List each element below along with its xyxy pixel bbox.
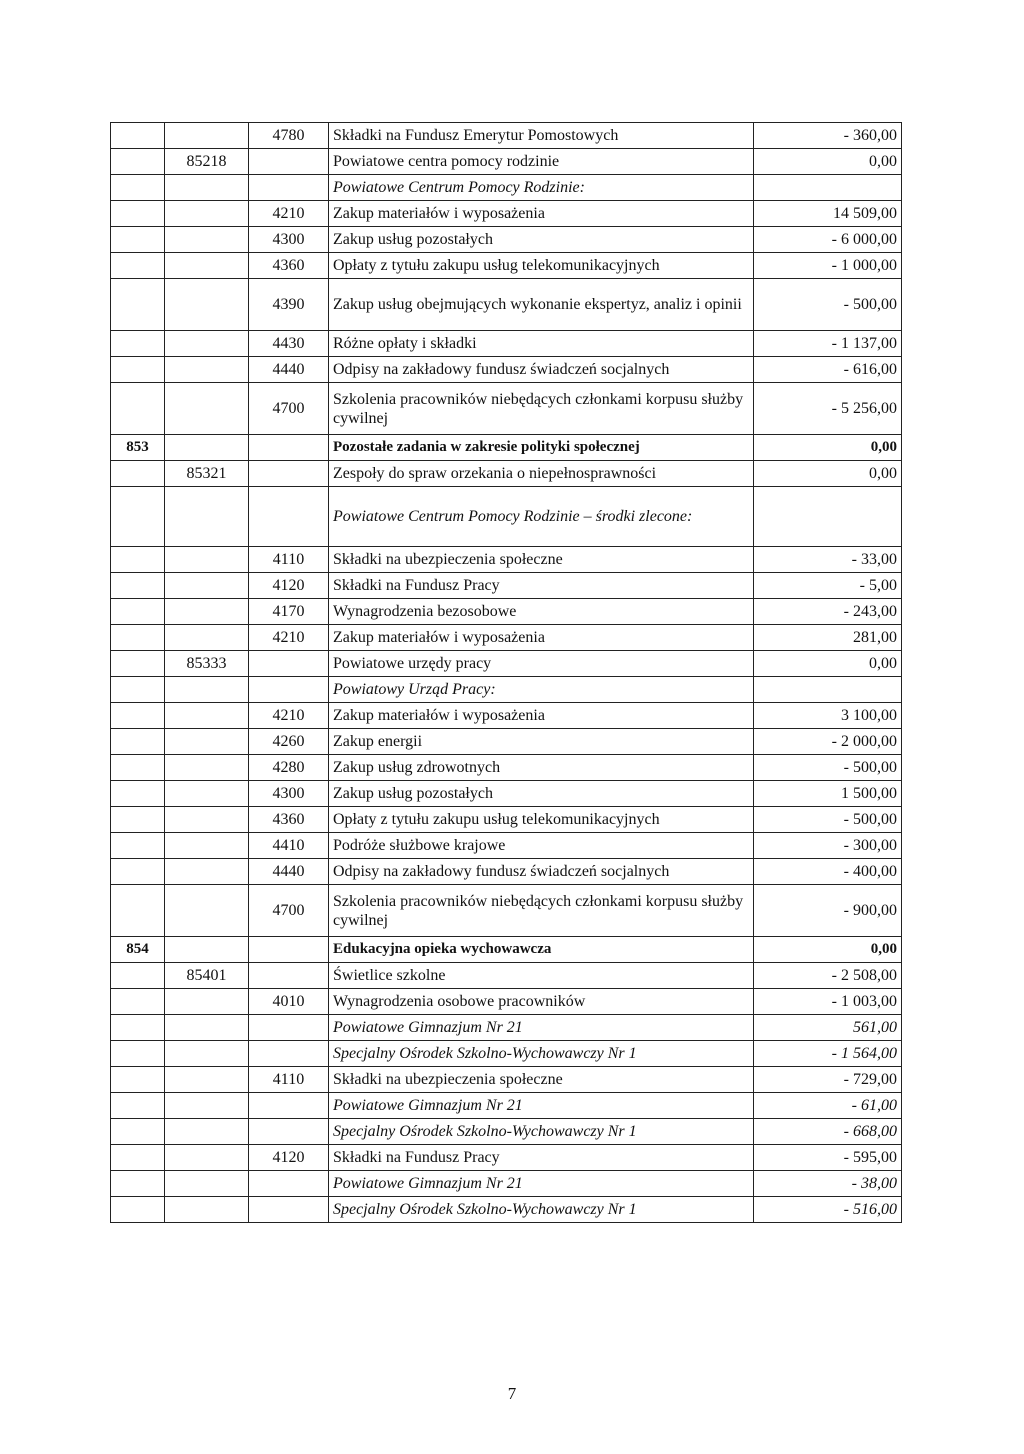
cell-dzial bbox=[111, 833, 165, 859]
cell-paragraf bbox=[249, 175, 329, 201]
cell-paragraf bbox=[249, 435, 329, 461]
cell-kwota: - 595,00 bbox=[754, 1145, 902, 1171]
table-row bbox=[111, 1015, 902, 1041]
cell-dzial bbox=[111, 963, 165, 989]
cell-nazwa: Pozostałe zadania w zakresie polityki społecznej bbox=[329, 435, 754, 461]
cell-kwota: - 6 000,00 bbox=[754, 227, 902, 253]
table-row bbox=[111, 807, 902, 833]
cell-nazwa: Opłaty z tytułu zakupu usług telekomunikacyjnych bbox=[329, 253, 754, 279]
cell-dzial bbox=[111, 885, 165, 937]
cell-nazwa: Powiatowe centra pomocy rodzinie bbox=[329, 149, 754, 175]
cell-rozdzial bbox=[165, 1119, 249, 1145]
cell-rozdzial bbox=[165, 383, 249, 435]
cell-dzial bbox=[111, 1041, 165, 1067]
cell-dzial bbox=[111, 1067, 165, 1093]
cell-nazwa: Wynagrodzenia osobowe pracowników bbox=[329, 989, 754, 1015]
table-row bbox=[111, 461, 902, 487]
cell-rozdzial bbox=[165, 859, 249, 885]
cell-nazwa: Zakup usług zdrowotnych bbox=[329, 755, 754, 781]
cell-paragraf: 4430 bbox=[249, 331, 329, 357]
cell-dzial bbox=[111, 149, 165, 175]
table-row bbox=[111, 487, 902, 547]
cell-rozdzial bbox=[165, 547, 249, 573]
cell-dzial bbox=[111, 487, 165, 547]
cell-nazwa: Odpisy na zakładowy fundusz świadczeń socjalnych bbox=[329, 859, 754, 885]
table-row bbox=[111, 227, 902, 253]
cell-dzial bbox=[111, 357, 165, 383]
table-row bbox=[111, 1119, 902, 1145]
cell-nazwa: Składki na ubezpieczenia społeczne bbox=[329, 547, 754, 573]
cell-kwota: 14 509,00 bbox=[754, 201, 902, 227]
cell-kwota: 561,00 bbox=[754, 1015, 902, 1041]
cell-rozdzial bbox=[165, 1015, 249, 1041]
cell-kwota bbox=[754, 175, 902, 201]
cell-kwota: 0,00 bbox=[754, 149, 902, 175]
cell-rozdzial bbox=[165, 755, 249, 781]
cell-dzial bbox=[111, 123, 165, 149]
table-row-chapter bbox=[111, 937, 902, 963]
cell-paragraf bbox=[249, 1119, 329, 1145]
cell-dzial bbox=[111, 175, 165, 201]
cell-kwota: - 616,00 bbox=[754, 357, 902, 383]
cell-rozdzial bbox=[165, 1067, 249, 1093]
cell-nazwa: Edukacyjna opieka wychowawcza bbox=[329, 937, 754, 963]
cell-dzial bbox=[111, 201, 165, 227]
cell-dzial bbox=[111, 989, 165, 1015]
cell-dzial bbox=[111, 703, 165, 729]
cell-dzial bbox=[111, 1119, 165, 1145]
cell-rozdzial bbox=[165, 989, 249, 1015]
cell-nazwa: Specjalny Ośrodek Szkolno-Wychowawczy Nr 1 bbox=[329, 1197, 754, 1223]
cell-rozdzial bbox=[165, 729, 249, 755]
table-row bbox=[111, 651, 902, 677]
cell-kwota: 0,00 bbox=[754, 461, 902, 487]
cell-rozdzial bbox=[165, 487, 249, 547]
cell-rozdzial bbox=[165, 1093, 249, 1119]
cell-dzial bbox=[111, 1171, 165, 1197]
cell-paragraf: 4120 bbox=[249, 573, 329, 599]
cell-rozdzial bbox=[165, 807, 249, 833]
cell-paragraf: 4700 bbox=[249, 383, 329, 435]
cell-kwota: - 1 003,00 bbox=[754, 989, 902, 1015]
cell-paragraf: 4300 bbox=[249, 781, 329, 807]
cell-dzial bbox=[111, 461, 165, 487]
cell-paragraf bbox=[249, 1015, 329, 1041]
table-row bbox=[111, 755, 902, 781]
table-row bbox=[111, 677, 902, 703]
cell-rozdzial: 85218 bbox=[165, 149, 249, 175]
cell-paragraf: 4010 bbox=[249, 989, 329, 1015]
cell-nazwa: Zakup energii bbox=[329, 729, 754, 755]
table-row bbox=[111, 123, 902, 149]
table-row bbox=[111, 149, 902, 175]
cell-paragraf bbox=[249, 651, 329, 677]
table-row bbox=[111, 1171, 902, 1197]
cell-nazwa: Specjalny Ośrodek Szkolno-Wychowawczy Nr 1 bbox=[329, 1041, 754, 1067]
cell-dzial bbox=[111, 859, 165, 885]
cell-paragraf bbox=[249, 461, 329, 487]
table-row bbox=[111, 1197, 902, 1223]
table-row bbox=[111, 573, 902, 599]
table-row bbox=[111, 599, 902, 625]
cell-nazwa: Odpisy na zakładowy fundusz świadczeń socjalnych bbox=[329, 357, 754, 383]
table-row bbox=[111, 547, 902, 573]
table-row bbox=[111, 885, 902, 937]
table-row bbox=[111, 331, 902, 357]
cell-rozdzial bbox=[165, 1145, 249, 1171]
cell-nazwa: Wynagrodzenia bezosobowe bbox=[329, 599, 754, 625]
table-row bbox=[111, 357, 902, 383]
cell-paragraf: 4300 bbox=[249, 227, 329, 253]
cell-kwota: - 38,00 bbox=[754, 1171, 902, 1197]
cell-nazwa: Składki na Fundusz Pracy bbox=[329, 1145, 754, 1171]
table-row bbox=[111, 729, 902, 755]
cell-kwota: - 500,00 bbox=[754, 807, 902, 833]
table-row bbox=[111, 1041, 902, 1067]
cell-rozdzial bbox=[165, 625, 249, 651]
cell-kwota: 1 500,00 bbox=[754, 781, 902, 807]
cell-kwota: - 500,00 bbox=[754, 279, 902, 331]
cell-dzial bbox=[111, 625, 165, 651]
cell-rozdzial bbox=[165, 227, 249, 253]
cell-paragraf: 4410 bbox=[249, 833, 329, 859]
page-number: 7 bbox=[507, 1384, 517, 1403]
cell-kwota: 281,00 bbox=[754, 625, 902, 651]
cell-paragraf: 4280 bbox=[249, 755, 329, 781]
cell-rozdzial bbox=[165, 1197, 249, 1223]
cell-dzial bbox=[111, 599, 165, 625]
table-row bbox=[111, 859, 902, 885]
cell-kwota: 3 100,00 bbox=[754, 703, 902, 729]
cell-paragraf bbox=[249, 963, 329, 989]
table-row bbox=[111, 963, 902, 989]
cell-nazwa: Szkolenia pracowników niebędących członkami korpusu służby cywilnej bbox=[329, 885, 754, 937]
cell-rozdzial bbox=[165, 279, 249, 331]
cell-dzial bbox=[111, 1093, 165, 1119]
table-row bbox=[111, 253, 902, 279]
cell-paragraf: 4210 bbox=[249, 703, 329, 729]
cell-kwota: - 729,00 bbox=[754, 1067, 902, 1093]
cell-kwota: - 1 564,00 bbox=[754, 1041, 902, 1067]
table-row bbox=[111, 703, 902, 729]
cell-paragraf bbox=[249, 1093, 329, 1119]
table-row bbox=[111, 833, 902, 859]
cell-rozdzial bbox=[165, 833, 249, 859]
cell-nazwa: Powiatowy Urząd Pracy: bbox=[329, 677, 754, 703]
cell-rozdzial bbox=[165, 677, 249, 703]
cell-paragraf: 4780 bbox=[249, 123, 329, 149]
table-row bbox=[111, 175, 902, 201]
cell-dzial bbox=[111, 383, 165, 435]
cell-rozdzial: 85321 bbox=[165, 461, 249, 487]
cell-dzial bbox=[111, 677, 165, 703]
cell-nazwa: Powiatowe Gimnazjum Nr 21 bbox=[329, 1171, 754, 1197]
cell-rozdzial bbox=[165, 781, 249, 807]
cell-rozdzial bbox=[165, 599, 249, 625]
cell-nazwa: Zakup usług pozostałych bbox=[329, 781, 754, 807]
cell-paragraf: 4110 bbox=[249, 1067, 329, 1093]
cell-nazwa: Świetlice szkolne bbox=[329, 963, 754, 989]
cell-paragraf: 4360 bbox=[249, 807, 329, 833]
cell-rozdzial bbox=[165, 331, 249, 357]
cell-rozdzial: 85401 bbox=[165, 963, 249, 989]
cell-paragraf: 4440 bbox=[249, 357, 329, 383]
cell-nazwa: Opłaty z tytułu zakupu usług telekomunikacyjnych bbox=[329, 807, 754, 833]
table-row bbox=[111, 989, 902, 1015]
cell-rozdzial bbox=[165, 253, 249, 279]
cell-rozdzial: 85333 bbox=[165, 651, 249, 677]
cell-dzial bbox=[111, 547, 165, 573]
cell-nazwa: Zakup usług obejmujących wykonanie ekspertyz, analiz i opinii bbox=[329, 279, 754, 331]
cell-rozdzial bbox=[165, 435, 249, 461]
cell-nazwa: Zakup materiałów i wyposażenia bbox=[329, 703, 754, 729]
cell-paragraf bbox=[249, 937, 329, 963]
table-row-chapter bbox=[111, 435, 902, 461]
cell-kwota: - 1 000,00 bbox=[754, 253, 902, 279]
cell-dzial: 854 bbox=[111, 937, 165, 963]
cell-dzial bbox=[111, 331, 165, 357]
cell-paragraf: 4390 bbox=[249, 279, 329, 331]
cell-kwota: - 668,00 bbox=[754, 1119, 902, 1145]
cell-paragraf bbox=[249, 149, 329, 175]
cell-nazwa: Powiatowe Centrum Pomocy Rodzinie – środki zlecone: bbox=[329, 487, 754, 547]
cell-nazwa: Różne opłaty i składki bbox=[329, 331, 754, 357]
cell-dzial bbox=[111, 1145, 165, 1171]
cell-rozdzial bbox=[165, 1041, 249, 1067]
cell-rozdzial bbox=[165, 937, 249, 963]
cell-nazwa: Składki na Fundusz Emerytur Pomostowych bbox=[329, 123, 754, 149]
cell-kwota: - 300,00 bbox=[754, 833, 902, 859]
cell-kwota: 0,00 bbox=[754, 435, 902, 461]
cell-kwota: - 400,00 bbox=[754, 859, 902, 885]
cell-kwota: - 2 508,00 bbox=[754, 963, 902, 989]
cell-kwota bbox=[754, 487, 902, 547]
cell-paragraf bbox=[249, 677, 329, 703]
cell-nazwa: Składki na Fundusz Pracy bbox=[329, 573, 754, 599]
cell-kwota: 0,00 bbox=[754, 651, 902, 677]
cell-nazwa: Specjalny Ośrodek Szkolno-Wychowawczy Nr 1 bbox=[329, 1119, 754, 1145]
budget-table bbox=[110, 122, 902, 1223]
cell-nazwa: Zakup usług pozostałych bbox=[329, 227, 754, 253]
cell-nazwa: Powiatowe Gimnazjum Nr 21 bbox=[329, 1015, 754, 1041]
cell-paragraf bbox=[249, 1197, 329, 1223]
cell-nazwa: Zespoły do spraw orzekania o niepełnosprawności bbox=[329, 461, 754, 487]
table-row bbox=[111, 1145, 902, 1171]
cell-paragraf: 4210 bbox=[249, 201, 329, 227]
cell-kwota: - 5,00 bbox=[754, 573, 902, 599]
table-row bbox=[111, 383, 902, 435]
cell-rozdzial bbox=[165, 201, 249, 227]
cell-nazwa: Szkolenia pracowników niebędących członkami korpusu służby cywilnej bbox=[329, 383, 754, 435]
cell-paragraf bbox=[249, 487, 329, 547]
cell-dzial bbox=[111, 1197, 165, 1223]
cell-kwota: - 360,00 bbox=[754, 123, 902, 149]
cell-dzial bbox=[111, 279, 165, 331]
cell-paragraf: 4440 bbox=[249, 859, 329, 885]
cell-kwota bbox=[754, 677, 902, 703]
cell-nazwa: Podróże służbowe krajowe bbox=[329, 833, 754, 859]
cell-rozdzial bbox=[165, 703, 249, 729]
cell-kwota: - 500,00 bbox=[754, 755, 902, 781]
cell-kwota: - 516,00 bbox=[754, 1197, 902, 1223]
cell-dzial bbox=[111, 651, 165, 677]
table-row bbox=[111, 625, 902, 651]
cell-paragraf: 4700 bbox=[249, 885, 329, 937]
cell-paragraf: 4120 bbox=[249, 1145, 329, 1171]
table-row bbox=[111, 1093, 902, 1119]
cell-rozdzial bbox=[165, 175, 249, 201]
cell-paragraf bbox=[249, 1041, 329, 1067]
cell-dzial bbox=[111, 253, 165, 279]
cell-nazwa: Powiatowe urzędy pracy bbox=[329, 651, 754, 677]
cell-rozdzial bbox=[165, 573, 249, 599]
cell-kwota: - 1 137,00 bbox=[754, 331, 902, 357]
table-row bbox=[111, 1067, 902, 1093]
table-row bbox=[111, 781, 902, 807]
cell-dzial bbox=[111, 729, 165, 755]
cell-dzial bbox=[111, 1015, 165, 1041]
cell-rozdzial bbox=[165, 357, 249, 383]
cell-rozdzial bbox=[165, 123, 249, 149]
cell-rozdzial bbox=[165, 885, 249, 937]
cell-dzial bbox=[111, 573, 165, 599]
cell-kwota: - 243,00 bbox=[754, 599, 902, 625]
table-row bbox=[111, 201, 902, 227]
cell-kwota: - 900,00 bbox=[754, 885, 902, 937]
cell-nazwa: Składki na ubezpieczenia społeczne bbox=[329, 1067, 754, 1093]
cell-kwota: - 2 000,00 bbox=[754, 729, 902, 755]
cell-paragraf: 4360 bbox=[249, 253, 329, 279]
cell-nazwa: Powiatowe Gimnazjum Nr 21 bbox=[329, 1093, 754, 1119]
cell-dzial bbox=[111, 755, 165, 781]
cell-kwota: 0,00 bbox=[754, 937, 902, 963]
cell-kwota: - 5 256,00 bbox=[754, 383, 902, 435]
cell-nazwa: Zakup materiałów i wyposażenia bbox=[329, 201, 754, 227]
cell-paragraf: 4210 bbox=[249, 625, 329, 651]
cell-paragraf: 4110 bbox=[249, 547, 329, 573]
cell-nazwa: Powiatowe Centrum Pomocy Rodzinie: bbox=[329, 175, 754, 201]
cell-dzial bbox=[111, 227, 165, 253]
cell-paragraf: 4260 bbox=[249, 729, 329, 755]
cell-paragraf: 4170 bbox=[249, 599, 329, 625]
cell-kwota: - 33,00 bbox=[754, 547, 902, 573]
cell-nazwa: Zakup materiałów i wyposażenia bbox=[329, 625, 754, 651]
cell-paragraf bbox=[249, 1171, 329, 1197]
table-row bbox=[111, 279, 902, 331]
cell-dzial bbox=[111, 781, 165, 807]
cell-dzial: 853 bbox=[111, 435, 165, 461]
cell-dzial bbox=[111, 807, 165, 833]
cell-rozdzial bbox=[165, 1171, 249, 1197]
cell-kwota: - 61,00 bbox=[754, 1093, 902, 1119]
